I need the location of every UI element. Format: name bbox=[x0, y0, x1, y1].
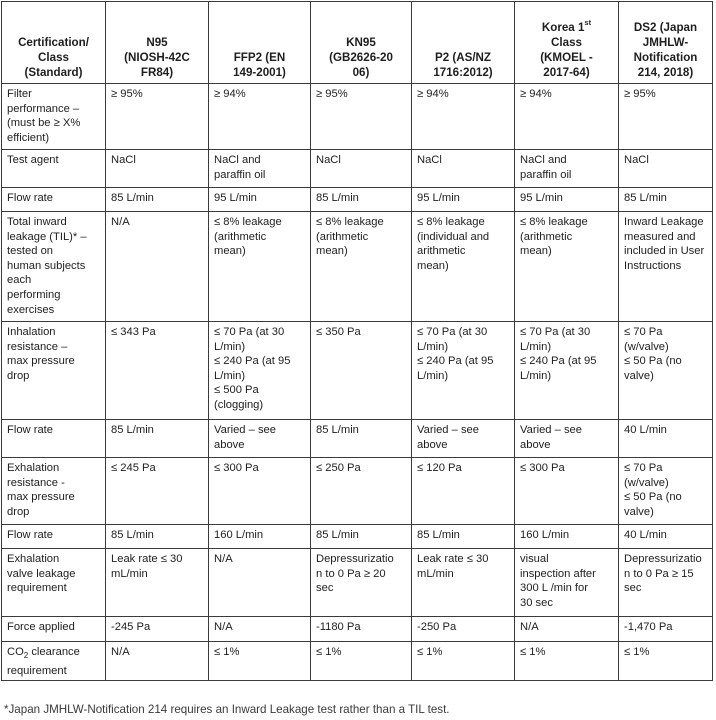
cell-n95: Leak rate ≤ 30 mL/min bbox=[106, 549, 209, 617]
row-co2-clearance bbox=[2, 642, 713, 681]
row-inhalation-resistance bbox=[2, 322, 713, 420]
cell-ffp2: 95 L/min bbox=[209, 188, 311, 212]
cell-ds2: -1,470 Pa bbox=[619, 617, 713, 642]
row-label: Force applied bbox=[2, 617, 106, 642]
cell-n95: N/A bbox=[106, 642, 209, 681]
cell-kn95: NaCl bbox=[311, 150, 412, 188]
cell-ds2: 40 L/min bbox=[619, 525, 713, 549]
cell-ffp2: N/A bbox=[209, 549, 311, 617]
cell-korea: N/A bbox=[515, 617, 619, 642]
cell-n95: ≤ 343 Pa bbox=[106, 322, 209, 420]
row-flow-rate-inhalation bbox=[2, 420, 713, 458]
cell-p2: ≤ 8% leakage (individual and arithmetic mean) bbox=[412, 212, 515, 322]
header-certification-class: Certification/ Class (Standard) bbox=[2, 2, 106, 84]
row-label: Exhalation resistance - max pressure drop bbox=[2, 458, 106, 525]
cell-ffp2: ≤ 8% leakage (arithmetic mean) bbox=[209, 212, 311, 322]
cell-n95: NaCl bbox=[106, 150, 209, 188]
row-flow-rate-exhalation bbox=[2, 525, 713, 549]
cell-korea: visual inspection after 300 L /min for 30 sec bbox=[515, 549, 619, 617]
cell-kn95: 85 L/min bbox=[311, 188, 412, 212]
cell-korea: NaCl and paraffin oil bbox=[515, 150, 619, 188]
cell-n95: 85 L/min bbox=[106, 188, 209, 212]
respirator-comparison-table-container bbox=[1, 1, 712, 681]
row-filter-performance bbox=[2, 84, 713, 150]
cell-kn95: ≥ 95% bbox=[311, 84, 412, 150]
footnote: *Japan JMHLW-Notification 214 requires an Inward Leakage test rather than a TIL test. bbox=[4, 703, 450, 716]
header-korea-1st-class: Korea 1st Class (KMOEL - 2017-64) bbox=[515, 2, 619, 84]
cell-ffp2: ≤ 300 Pa bbox=[209, 458, 311, 525]
header-ffp2: FFP2 (EN 149-2001) bbox=[209, 2, 311, 84]
cell-kn95: Depressurizatio n to 0 Pa ≥ 20 sec bbox=[311, 549, 412, 617]
cell-n95: ≤ 245 Pa bbox=[106, 458, 209, 525]
cell-p2: Varied – see above bbox=[412, 420, 515, 458]
cell-ffp2: ≥ 94% bbox=[209, 84, 311, 150]
cell-korea: 160 L/min bbox=[515, 525, 619, 549]
cell-p2: -250 Pa bbox=[412, 617, 515, 642]
cell-korea: ≤ 1% bbox=[515, 642, 619, 681]
cell-p2: ≤ 120 Pa bbox=[412, 458, 515, 525]
header-p2: P2 (AS/NZ 1716:2012) bbox=[412, 2, 515, 84]
row-label: Filter performance – (must be ≥ X% efficient) bbox=[2, 84, 106, 150]
cell-n95: N/A bbox=[106, 212, 209, 322]
row-exhalation-valve-leakage bbox=[2, 549, 713, 617]
header-row bbox=[2, 2, 713, 84]
cell-ffp2: 160 L/min bbox=[209, 525, 311, 549]
cell-korea: ≥ 94% bbox=[515, 84, 619, 150]
cell-p2: ≤ 70 Pa (at 30 L/min) ≤ 240 Pa (at 95 L/min) bbox=[412, 322, 515, 420]
cell-ffp2: ≤ 1% bbox=[209, 642, 311, 681]
row-test-agent bbox=[2, 150, 713, 188]
cell-kn95: -1180 Pa bbox=[311, 617, 412, 642]
row-label: Flow rate bbox=[2, 188, 106, 212]
cell-p2: 95 L/min bbox=[412, 188, 515, 212]
cell-korea: ≤ 8% leakage (arithmetic mean) bbox=[515, 212, 619, 322]
cell-n95: -245 Pa bbox=[106, 617, 209, 642]
cell-ffp2: N/A bbox=[209, 617, 311, 642]
cell-ds2: Depressurizatio n to 0 Pa ≥ 15 sec bbox=[619, 549, 713, 617]
cell-n95: 85 L/min bbox=[106, 525, 209, 549]
row-label: $CO_2$ clearance requirement bbox=[2, 642, 106, 681]
cell-kn95: ≤ 8% leakage (arithmetic mean) bbox=[311, 212, 412, 322]
cell-ds2: 40 L/min bbox=[619, 420, 713, 458]
row-force-applied bbox=[2, 617, 713, 642]
cell-kn95: 85 L/min bbox=[311, 420, 412, 458]
cell-ds2: ≤ 70 Pa (w/valve) ≤ 50 Pa (no valve) bbox=[619, 458, 713, 525]
cell-ffp2: ≤ 70 Pa (at 30 L/min) ≤ 240 Pa (at 95 L/min) ≤ 500 Pa (clogging) bbox=[209, 322, 311, 420]
cell-kn95: 85 L/min bbox=[311, 525, 412, 549]
cell-p2: 85 L/min bbox=[412, 525, 515, 549]
row-label: Total inward leakage (TIL)* – tested on human subjects each performing exercises bbox=[2, 212, 106, 322]
cell-kn95: ≤ 1% bbox=[311, 642, 412, 681]
cell-korea: Varied – see above bbox=[515, 420, 619, 458]
cell-korea: 95 L/min bbox=[515, 188, 619, 212]
row-total-inward-leakage bbox=[2, 212, 713, 322]
cell-ds2: Inward Leakage measured and included in User Instructions bbox=[619, 212, 713, 322]
header-kn95: KN95 (GB2626-20 06) bbox=[311, 2, 412, 84]
cell-korea: ≤ 70 Pa (at 30 L/min) ≤ 240 Pa (at 95 L/min) bbox=[515, 322, 619, 420]
row-flow-rate-filter bbox=[2, 188, 713, 212]
cell-kn95: ≤ 350 Pa bbox=[311, 322, 412, 420]
cell-p2: ≤ 1% bbox=[412, 642, 515, 681]
cell-ds2: NaCl bbox=[619, 150, 713, 188]
cell-p2: ≥ 94% bbox=[412, 84, 515, 150]
cell-n95: 85 L/min bbox=[106, 420, 209, 458]
row-exhalation-resistance bbox=[2, 458, 713, 525]
cell-p2: Leak rate ≤ 30 mL/min bbox=[412, 549, 515, 617]
cell-ds2: ≤ 1% bbox=[619, 642, 713, 681]
row-label: Exhalation valve leakage requirement bbox=[2, 549, 106, 617]
cell-n95: ≥ 95% bbox=[106, 84, 209, 150]
cell-ds2: ≤ 70 Pa (w/valve) ≤ 50 Pa (no valve) bbox=[619, 322, 713, 420]
header-n95: N95 (NIOSH-42C FR84) bbox=[106, 2, 209, 84]
cell-kn95: ≤ 250 Pa bbox=[311, 458, 412, 525]
cell-korea: ≤ 300 Pa bbox=[515, 458, 619, 525]
row-label: Inhalation resistance – max pressure drop bbox=[2, 322, 106, 420]
cell-ffp2: Varied – see above bbox=[209, 420, 311, 458]
row-label: Test agent bbox=[2, 150, 106, 188]
cell-p2: NaCl bbox=[412, 150, 515, 188]
respirator-comparison-table bbox=[1, 1, 713, 681]
header-ds2-japan: DS2 (Japan JMHLW- Notification 214, 2018) bbox=[619, 2, 713, 84]
row-label: Flow rate bbox=[2, 525, 106, 549]
cell-ffp2: NaCl and paraffin oil bbox=[209, 150, 311, 188]
cell-ds2: 85 L/min bbox=[619, 188, 713, 212]
cell-ds2: ≥ 95% bbox=[619, 84, 713, 150]
row-label: Flow rate bbox=[2, 420, 106, 458]
